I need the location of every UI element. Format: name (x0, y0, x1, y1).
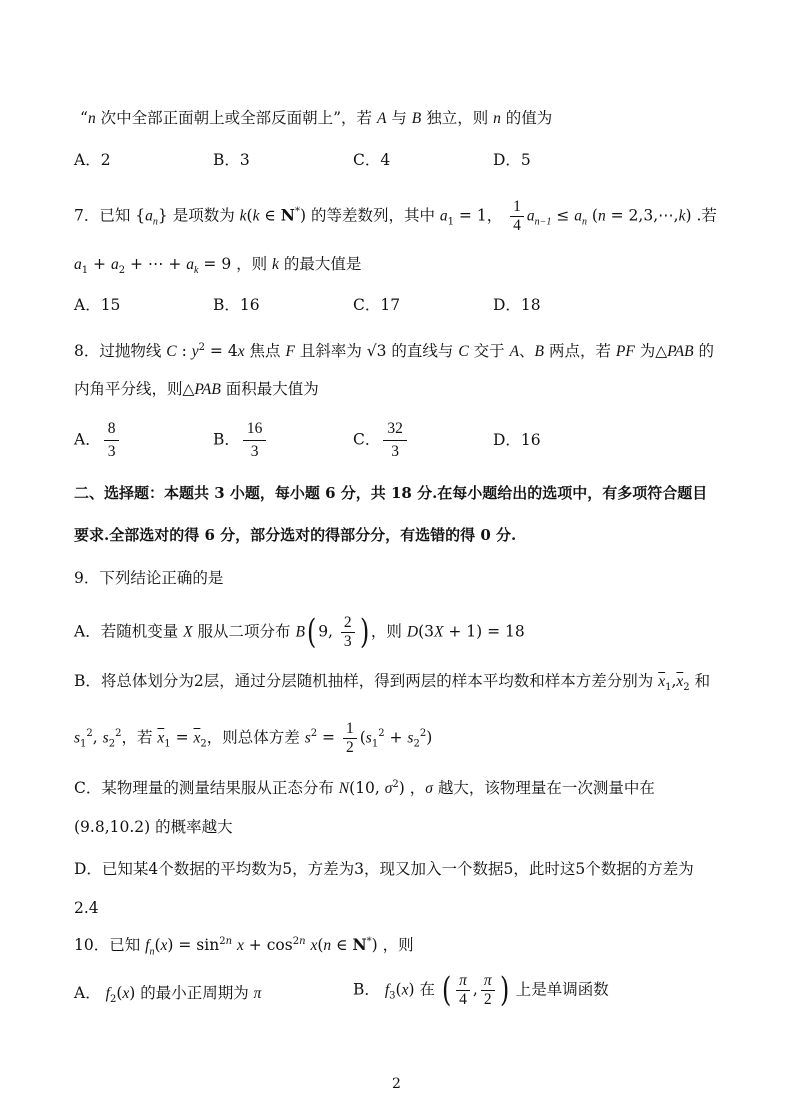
q6-option-a: A．2 (74, 151, 111, 169)
q10-option-b: B． $f_3(x)$ 在 ( $\frac{\pi}{4}$ , $\frac{\pi}{2}$ ) 上是单调函数 (353, 970, 609, 1011)
q6-option-d: D．5 (493, 151, 531, 169)
q7-line1: 7．已知 $\{a_n\}$ 是项数为 k(k ∈ N*) 的等差数列，其中 $a_1 = 1$， $\frac{1}{4}$ $a_{n-1} \le a_n$ (n = 2,3,⋯,k) .若 (74, 198, 717, 234)
q9-option-a: A．若随机变量 X 服从二项分布 B( 9, $\frac{2}{3}$ ) ，则 D(3X + 1) = 18 (74, 612, 525, 653)
q7-option-d: D．18 (493, 296, 541, 314)
q9-option-c-line2: (9.8,10.2) 的概率越大 (74, 818, 233, 836)
q9-option-b-line2: $s_1^2$, $s_2^2$，若 $\overline{x}_1 = \overline{x}_2$，则总体方差 $s^2$ = $\frac{1}{2}$ $(s_1^2 + s_2^2)$ (74, 720, 433, 756)
q8-option-c: C． $\frac{32}{3}$ (353, 418, 410, 463)
q6-option-b: B．3 (213, 151, 250, 169)
q7-line2: $a_1 + a_2$ + ⋯ + $a_k = 9$ ，则 k 的最大值是 (74, 255, 362, 277)
q10-option-a: A． $f_2(x)$ 的最小正周期为 π (74, 984, 262, 1006)
section2-line2: 要求.全部选对的得 6 分，部分选对的得部分分，有选错的得 0 分. (74, 526, 517, 544)
q9-option-c-line1: C．某物理量的测量结果服从正态分布 N(10, $\sigma^2$) ，σ 越大，该物理量在一次测量中在 (74, 779, 655, 798)
q8-line1: 8．过抛物线 C : $y^2 = 4x$ 焦点 F 且斜率为 √3 的直线与 C 交于 A、B 两点，若 PF 为△PAB 的 (74, 342, 715, 361)
q9-option-d-line1: D．已知某4个数据的平均数为5，方差为3，现又加入一个数据5，此时这5个数据的方差为 (74, 860, 694, 878)
q7-option-a: A．15 (74, 296, 121, 314)
q9-option-b-line1: B．将总体划分为2层，通过分层随机抽样，得到两层的样本平均数和样本方差分别为 $\overline{x}_1,\overline{x}_2$ 和 (74, 672, 711, 694)
q7-option-c: C．17 (353, 296, 401, 314)
q7-option-b: B．16 (213, 296, 260, 314)
q8-line2: 内角平分线，则△PAB 面积最大值为 (74, 380, 319, 398)
q6-option-c: C．4 (353, 151, 391, 169)
q8-option-b: B． $\frac{16}{3}$ (213, 418, 269, 463)
q10-stem: 10．已知 $f_n(x) = \sin^{2n} x + \cos^{2n} x(n$ ∈ N*) ，则 (74, 935, 414, 958)
q8-option-a: A． $\frac{8}{3}$ (74, 418, 122, 463)
q9-option-d-line2: 2.4 (74, 899, 99, 917)
q9-stem: 9．下列结论正确的是 (74, 569, 224, 587)
q6-stem-tail: “n 次中全部正面朝上或全部反面朝上”，若 A 与 B 独立，则 n 的值为 (80, 109, 553, 127)
page-number: 2 (392, 1076, 401, 1092)
q8-option-d: D．16 (493, 431, 541, 449)
section2-line1: 二、选择题：本题共 3 小题，每小题 6 分，共 18 分.在每小题给出的选项中，有多项符合题目 (74, 484, 708, 502)
